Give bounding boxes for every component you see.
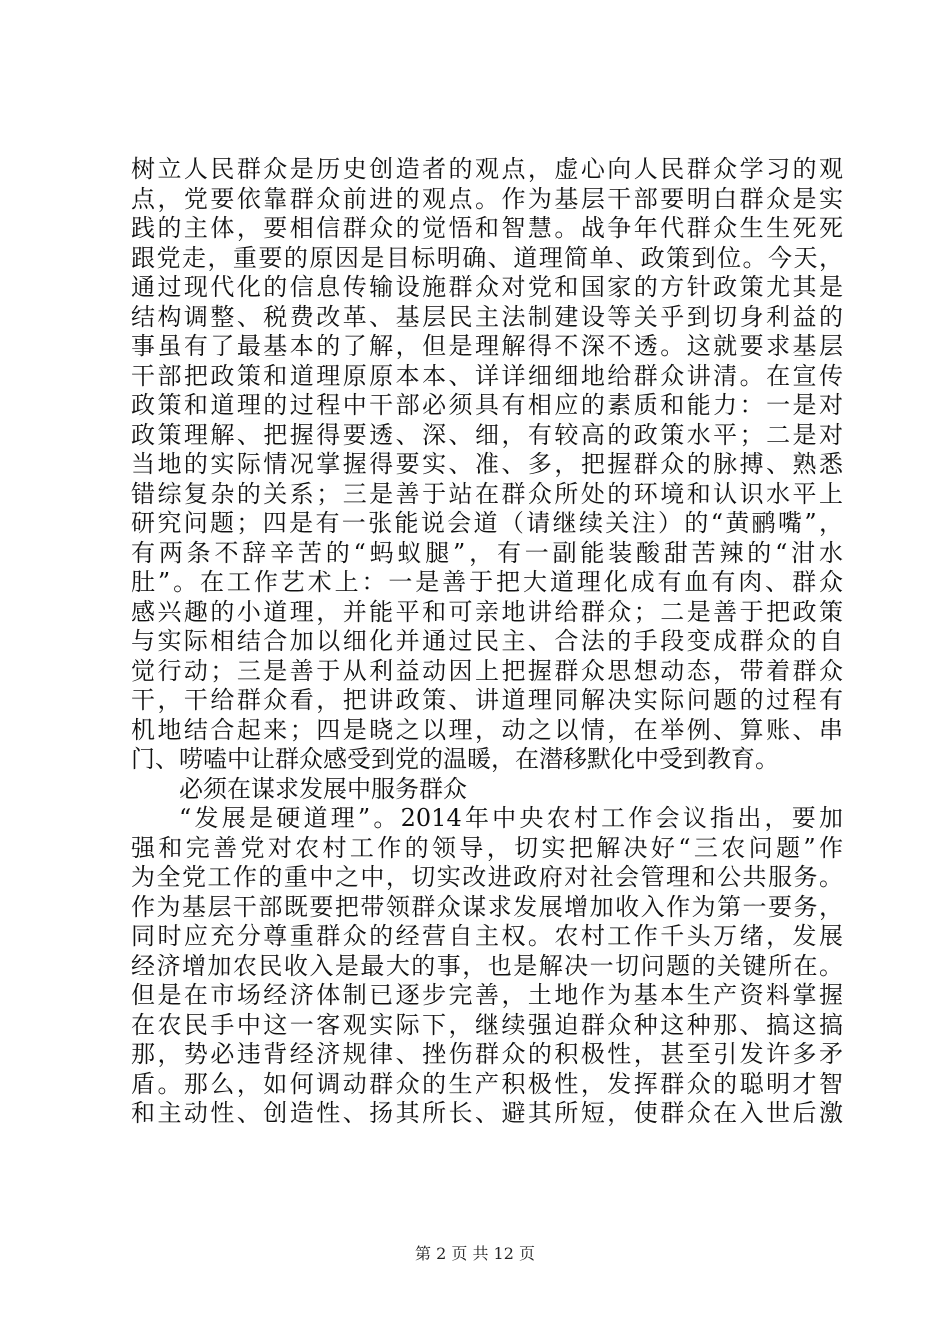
text-line: 但是在市场经济体制已逐步完善，土地作为基本生产资料掌握 (131, 981, 843, 1009)
text-line: 政策和道理的过程中干部必须具有相应的素质和能力：一是对 (131, 391, 843, 419)
text-line: 干部把政策和道理原原本本、详详细细地给群众讲清。在宣传 (131, 361, 843, 390)
text-line: 那，势必违背经济规律、挫伤群众的积极性，甚至引发许多矛 (131, 1040, 843, 1068)
text-line: 通过现代化的信息传输设施群众对党和国家的方针政策尤其是 (131, 273, 843, 301)
text-line: 经济增加农民收入是最大的事，也是解决一切问题的关键所在。 (131, 951, 843, 980)
text-line: 有两条不辞辛苦的“蚂蚁腿”，有一副能装酸甜苦辣的“泔水 (131, 538, 843, 567)
text-line: “发展是硬道理”。2014年中央农村工作会议指出，要加 (179, 804, 843, 832)
text-line: 门、唠嗑中让群众感受到党的温暖，在潜移默化中受到教育。 (131, 745, 779, 773)
text-line: 与实际相结合加以细化并通过民主、合法的手段变成群众的自 (131, 627, 843, 655)
text-line: 跟党走，重要的原因是目标明确、道理简单、政策到位。今天， (131, 243, 843, 272)
text-line: 当地的实际情况掌握得要实、准、多，把握群众的脉搏、熟悉 (131, 450, 843, 478)
text-line: 错综复杂的关系；三是善于站在群众所处的环境和认识水平上 (131, 479, 843, 508)
text-line: 树立人民群众是历史创造者的观点，虚心向人民群众学习的观 (131, 155, 843, 183)
text-line: 点，党要依靠群众前进的观点。作为基层干部要明白群众是实 (131, 184, 843, 213)
text-line: 和主动性、创造性、扬其所长、避其所短，使群众在入世后激 (131, 1099, 843, 1127)
text-line: 机地结合起来；四是晓之以理，动之以情，在举例、算账、串 (131, 715, 843, 744)
text-line: 肚”。在工作艺术上：一是善于把大道理化成有血有肉、群众 (131, 568, 843, 596)
text-line: 同时应充分尊重群众的经营自主权。农村工作千头万绪，发展 (131, 922, 843, 950)
page-number-footer: 第 2 页 共 12 页 (415, 1244, 535, 1263)
text-line: 强和完善党对农村工作的领导，切实把解决好“三农问题”作 (131, 833, 843, 862)
text-line: 事虽有了最基本的了解，但是理解得不深不透。这就要求基层 (131, 332, 843, 360)
text-line: 践的主体，要相信群众的觉悟和智慧。战争年代群众生生死死 (131, 214, 843, 242)
text-line: 在农民手中这一客观实际下，继续强迫群众种这种那、搞这搞 (131, 1010, 843, 1039)
text-line: 干，干给群众看，把讲政策、讲道理同解决实际问题的过程有 (131, 686, 843, 714)
text-line: 盾。那么，如何调动群众的生产积极性，发挥群众的聪明才智 (131, 1069, 843, 1098)
text-line: 觉行动；三是善于从利益动因上把握群众思想动态，带着群众 (131, 656, 843, 685)
text-line: 感兴趣的小道理，并能平和可亲地讲给群众；二是善于把政策 (131, 597, 843, 626)
text-line: 结构调整、税费改革、基层民主法制建设等关乎到切身利益的 (131, 302, 843, 331)
text-line: 作为基层干部既要把带领群众谋求发展增加收入作为第一要务， (131, 892, 843, 921)
text-line: 研究问题；四是有一张能说会道（请继续关注）的“黄鹂嘴”， (131, 509, 843, 537)
text-line: 政策理解、把握得要透、深、细，有较高的政策水平；二是对 (131, 420, 843, 449)
text-line: 为全党工作的重中之中，切实改进政府对社会管理和公共服务。 (131, 863, 843, 891)
body-text (131, 155, 843, 1129)
section-heading: 必须在谋求发展中服务群众 (179, 774, 467, 803)
